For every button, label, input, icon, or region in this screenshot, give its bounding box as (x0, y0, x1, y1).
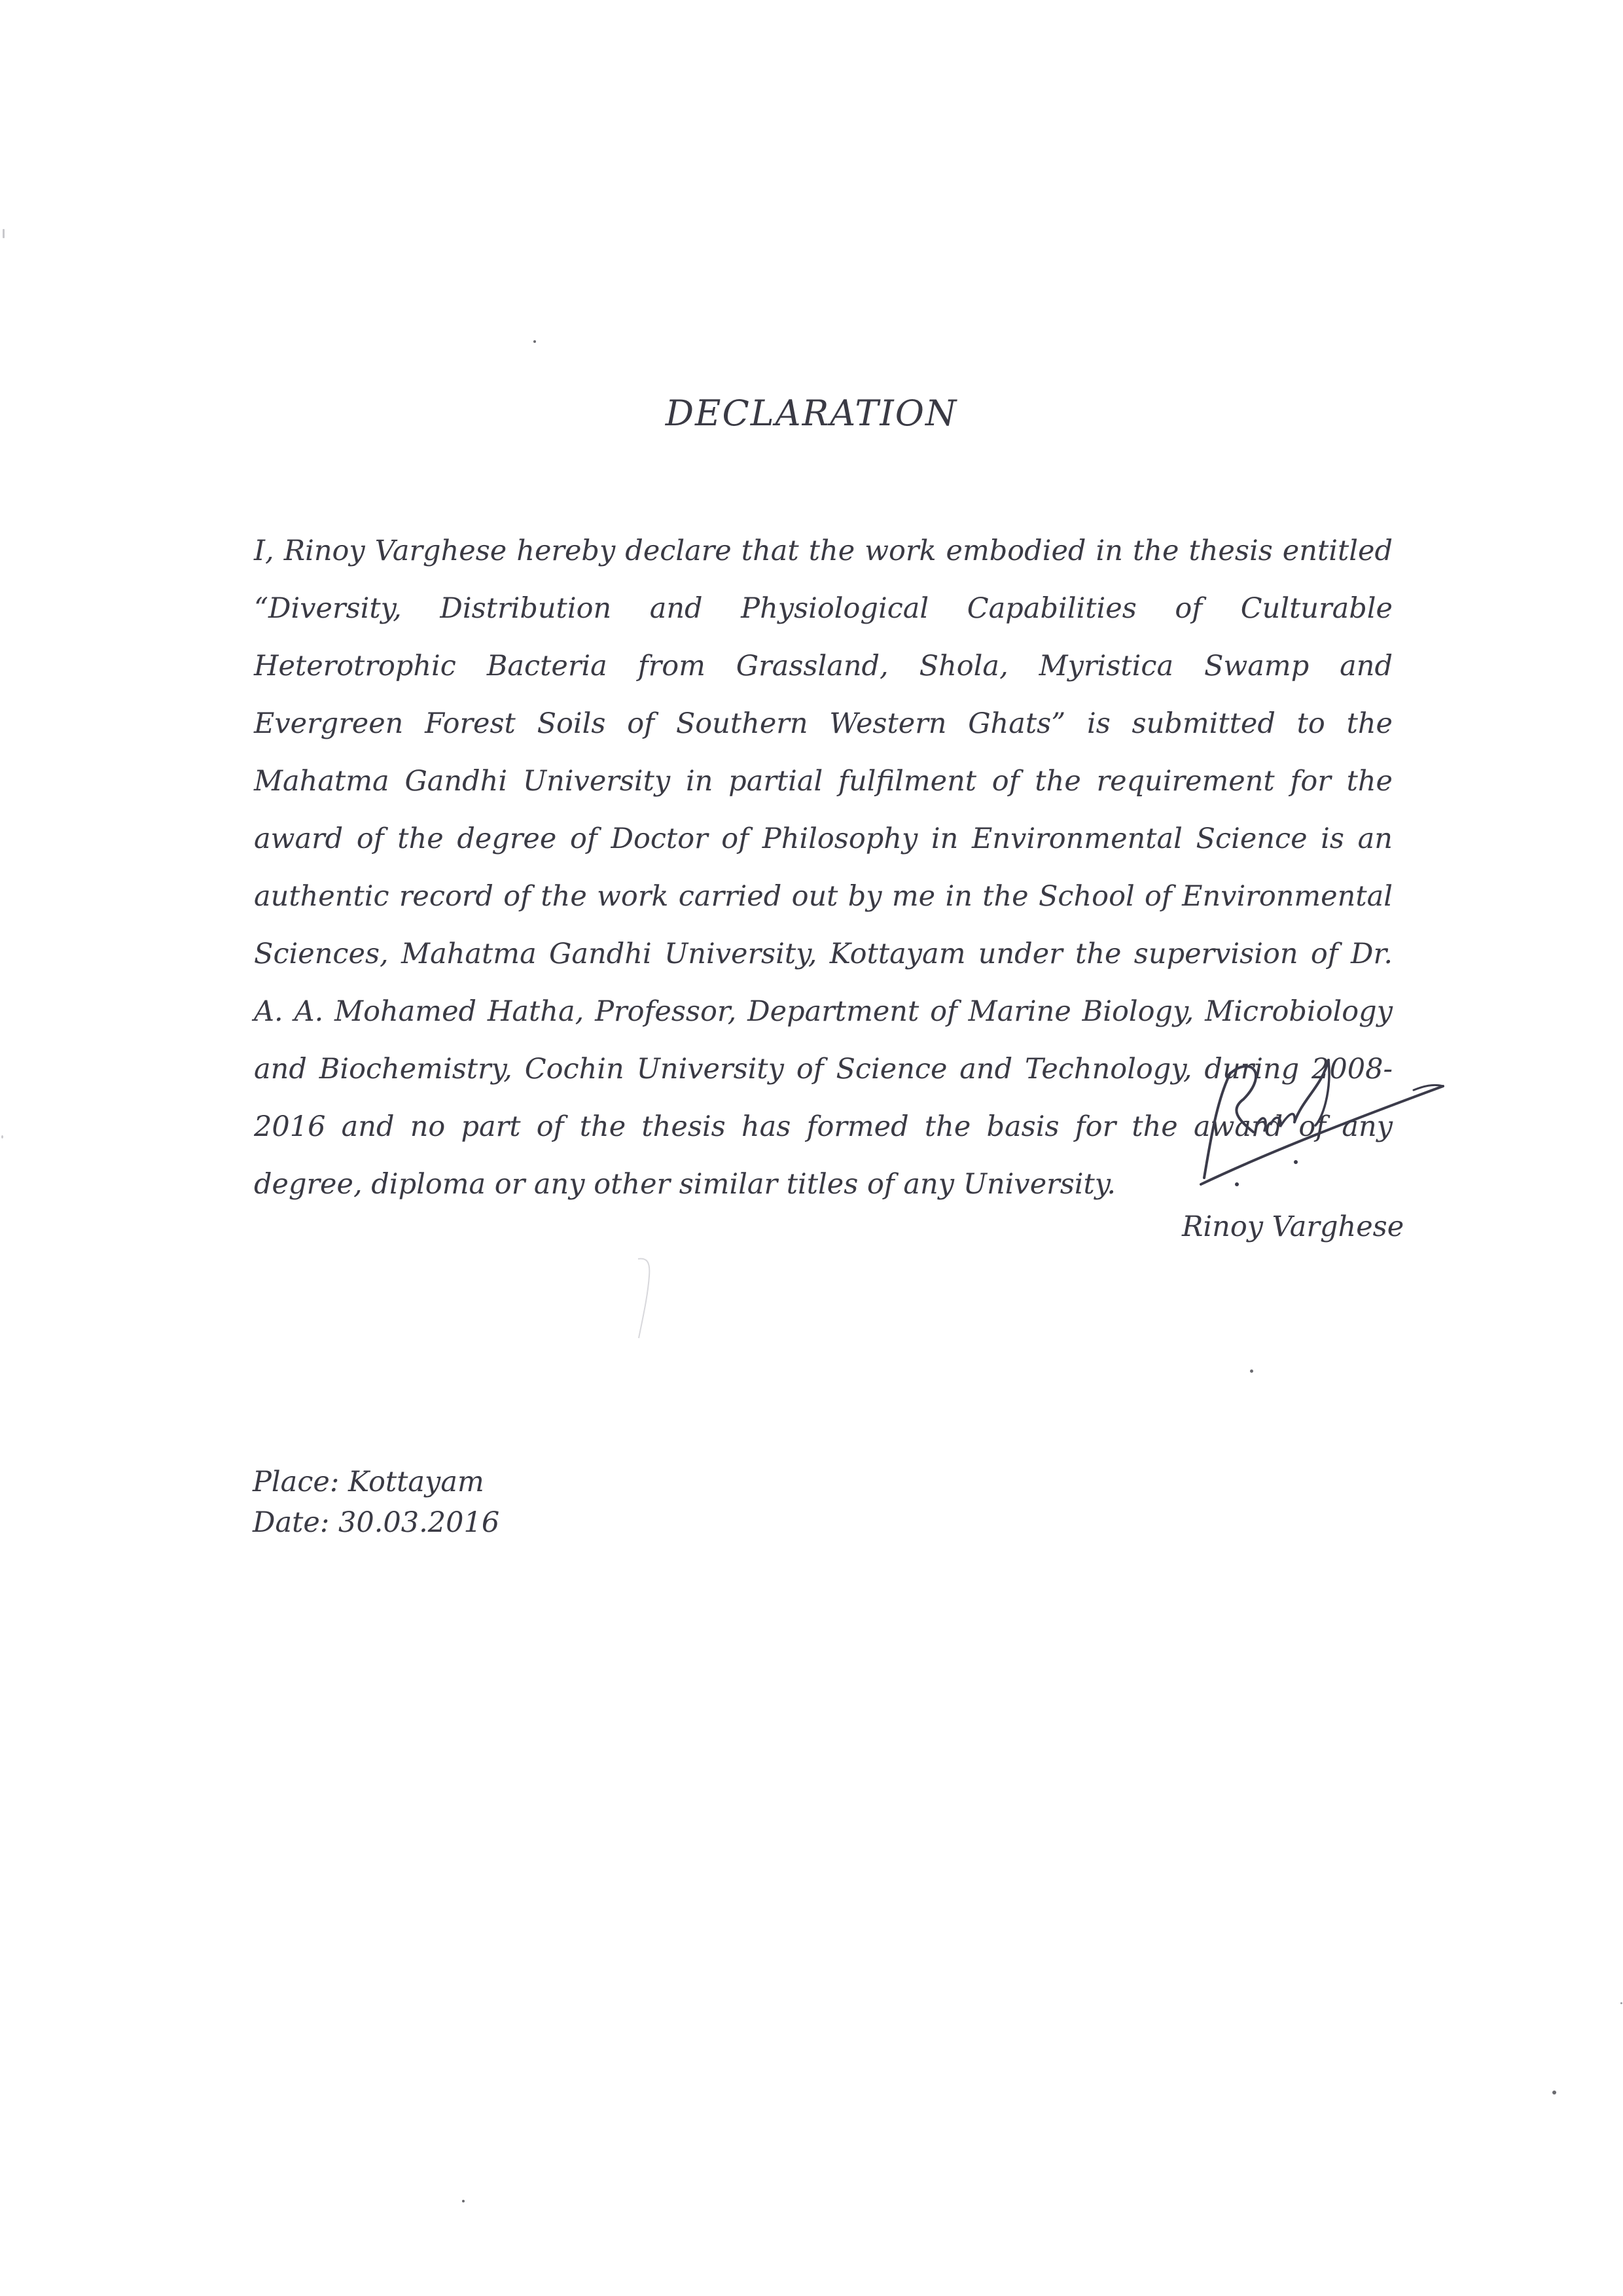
handwritten-signature (1191, 1047, 1453, 1217)
scan-speck (3, 229, 5, 238)
scan-speck (462, 2200, 465, 2202)
scan-speck (1250, 1369, 1253, 1373)
place-line: Place: Kottayam (253, 1466, 484, 1498)
stray-pen-mark (635, 1256, 661, 1341)
scan-speck (1, 1135, 3, 1139)
declaration-body: I, Rinoy Varghese hereby declare that the work embodied in the thesis entitled “Diversity, Distribution and Physiological Capabilities of Culturable Heterotrophic Bacteria from Grassland, Shola, Myristica Swamp and Evergreen Forest Soils of Southern Western Ghats” is submitted to the Mahatma Gandhi University in partial fulfilment of the requirement for the award of the degree of Doctor of Philosophy in Environmental Science is an authentic record of the work carried out by me in the School of Environmental Sciences, Mahatma Gandhi University, Kottayam under the supervision of Dr. A. A. Mohamed Hatha, Professor, Department of Marine Biology, Microbiology and Biochemistry, Cochin University of Science and Technology, during 2008-2016 and no part of the thesis has formed the basis for the award of any degree, diploma or any other similar titles of any University. (254, 535, 1393, 1201)
scan-speck (1552, 2091, 1556, 2094)
scan-speck (533, 340, 536, 343)
date-line: Date: 30.03.2016 (253, 1506, 500, 1539)
document-title: DECLARATION (665, 393, 958, 434)
scan-speck (1620, 2002, 1622, 2004)
signer-name: Rinoy Varghese (1182, 1210, 1404, 1243)
